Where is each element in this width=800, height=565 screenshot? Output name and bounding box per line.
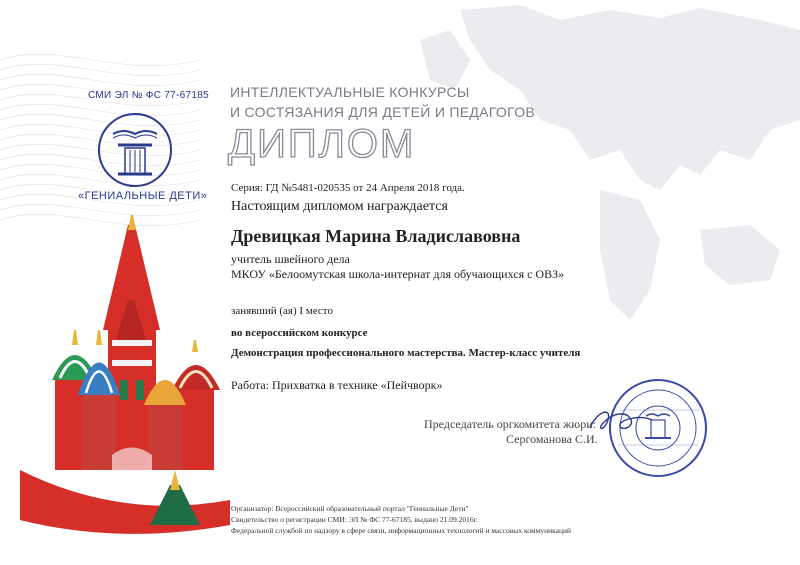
- chair-name: Сергоманова С.И.: [506, 432, 598, 446]
- portal-logo-icon: [99, 114, 171, 186]
- contest-label: во всероссийском конкурсе: [231, 327, 368, 339]
- footer-line-1: Организатор: Всероссийский образовательный портал "Гениальные Дети": [231, 504, 469, 513]
- work-title: Работа: Прихватка в технике «Пейчворк»: [231, 378, 443, 392]
- chair-label: Председатель оргкомитета жюри:: [424, 417, 596, 431]
- awarded-text: Настоящим дипломом награждается: [231, 199, 448, 214]
- header-line-2: И СОСТЯЗАНИЯ ДЛЯ ДЕТЕЙ И ПЕДАГОГОВ: [230, 104, 536, 120]
- contest-name: Демонстрация профессионального мастерства. Мастер-класс учителя: [231, 347, 581, 359]
- footer-line-3: Федеральной службой по надзору в сфере связи, информационных технологий и массовых коммуникаций: [231, 526, 572, 535]
- cathedral-illustration: [52, 215, 220, 525]
- recipient-position: [231, 252, 591, 282]
- footer-line-2: Свидетельство о регистрации СМИ: ЭЛ № ФС 77-67185, выдано 21.09.2016г.: [231, 515, 478, 524]
- organizer-footer: [231, 503, 571, 536]
- recipient-name: Древицкая Марина Владиславовна: [231, 226, 521, 246]
- place-text: занявший (ая) I место: [231, 305, 333, 317]
- series-number: Серия: ГД №5481-020535 от 24 Апреля 2018 года.: [231, 182, 465, 194]
- position-line-1: учитель швейного дела: [231, 252, 350, 266]
- registration-number: СМИ ЭЛ № ФС 77-67185: [88, 90, 209, 101]
- position-line-2: МКОУ «Белоомутская школа-интернат для обучающихся с ОВЗ»: [231, 267, 565, 281]
- diploma-title: ДИПЛОМ: [228, 122, 416, 166]
- brand-name: «ГЕНИАЛЬНЫЕ ДЕТИ»: [78, 190, 208, 202]
- header-line-1: ИНТЕЛЛЕКТУАЛЬНЫЕ КОНКУРСЫ: [230, 84, 470, 100]
